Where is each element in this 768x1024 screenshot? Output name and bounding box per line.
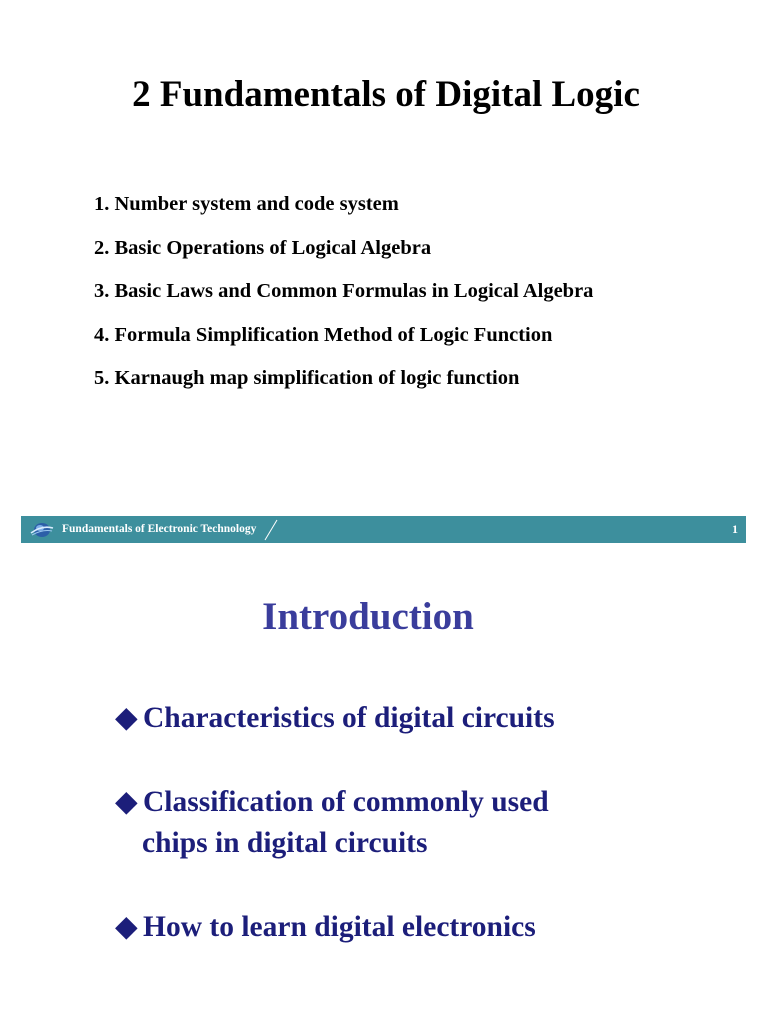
outline-item: 1. Number system and code system [94,193,399,215]
diamond-bullet-icon: ◆ [115,786,138,818]
footer-course-name: Fundamentals of Electronic Technology [62,523,257,535]
outline-item: 5. Karnaugh map simplification of logic function [94,367,520,389]
outline-item: 4. Formula Simplification Method of Logic Function [94,323,553,346]
chapter-outline-list [94,189,593,407]
page-number: 1 [732,522,738,536]
outline-item: 2. Basic Operations of Logical Algebra [94,236,432,259]
diamond-bullet-icon: ◆ [115,911,138,943]
bullet-text: How to learn digital electronics [143,911,536,943]
footer-divider-slash [263,518,279,541]
bullet-text-continued: chips in digital circuits [142,827,428,859]
bullet-text: Classification of commonly used [143,786,549,818]
bullet-item [115,698,555,739]
outline-item: 3. Basic Laws and Common Formulas in Logical Algebra [94,280,594,302]
slide-footer-bar [21,516,746,543]
bullet-item [115,907,536,948]
bullet-item [115,782,549,864]
diamond-bullet-icon: ◆ [115,702,138,734]
slide-2 [0,545,768,1024]
slide-title: Introduction [262,595,474,638]
slide-title: 2 Fundamentals of Digital Logic [132,74,640,115]
bullet-text: Characteristics of digital circuits [143,702,555,734]
globe-logo-icon [30,521,54,538]
